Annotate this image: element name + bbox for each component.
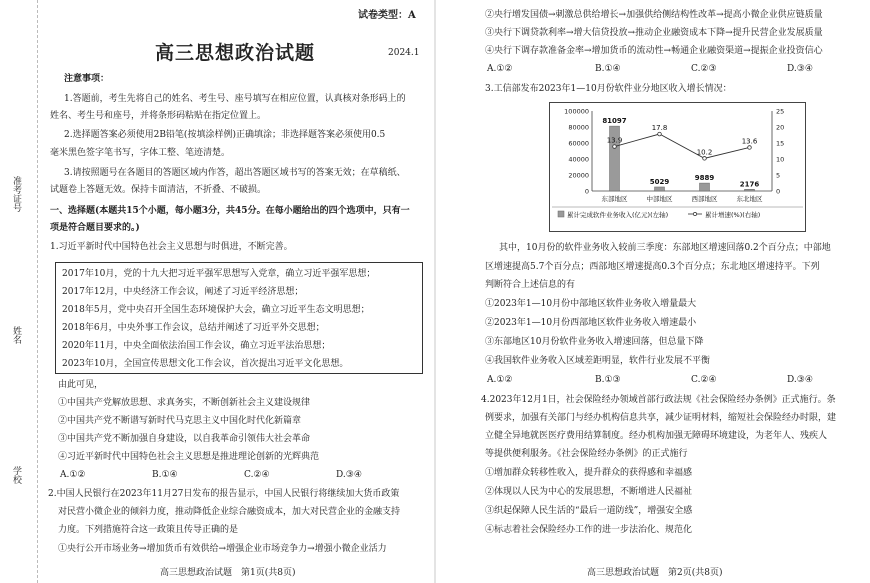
question-2-item: ③央行下调贷款利率→增大信贷投放→推动企业融资成本下降→提升民营企业发展质量 bbox=[485, 28, 823, 38]
material-line: 2020年11月，中央全面依法治国工作会议，确立习近平法治思想； bbox=[62, 341, 331, 351]
question-2-stem-cont: 力度。下列措施符合这一政策且传导正确的是 bbox=[58, 525, 239, 535]
growth-rate-point bbox=[658, 132, 662, 136]
question-1-item: ②中国共产党不断谱写新时代马克思主义中国化时代化新篇章 bbox=[58, 416, 302, 426]
question-4-stem-cont: 立健全异地就医医疗费用结算制度。经办机构加强无障碍环境建设，为老年人、残疾人 bbox=[485, 431, 828, 441]
option-d[interactable]: D.③④ bbox=[787, 375, 813, 385]
paper-type: 试卷类型：A bbox=[358, 10, 416, 21]
exam-date: 2024.1 bbox=[388, 48, 420, 58]
bar-value-label: 5029 bbox=[649, 177, 670, 186]
growth-rate-point bbox=[703, 157, 707, 161]
growth-rate-label: 17.8 bbox=[651, 124, 668, 133]
option-a[interactable]: A.①② bbox=[487, 64, 513, 74]
y-tick-label: 80000 bbox=[568, 123, 589, 132]
legend-line-label: 累计增速(%)(右轴) bbox=[705, 211, 761, 219]
growth-rate-line bbox=[615, 134, 750, 158]
y2-tick-label: 10 bbox=[776, 155, 785, 164]
page-footer: 高三思想政治试题 第2页(共8页) bbox=[587, 568, 723, 578]
bar-value-label: 81097 bbox=[602, 117, 627, 126]
page-title: 高三思想政治试题 bbox=[155, 42, 316, 64]
name-label: 姓名 bbox=[11, 326, 21, 344]
question-3-stem: 3.工信部发布2023年1—10月份软件业分地区收入增长情况： bbox=[485, 84, 732, 94]
question-1-material-box bbox=[55, 262, 423, 374]
question-4-stem-cont: 例要求，加强有关部门与经办机构信息共享，减少证明材料，缩短社会保险经办时限，建 bbox=[485, 413, 837, 423]
question-1-item: ③中国共产党不断加强自身建设，以自我革命引领伟大社会革命 bbox=[58, 434, 311, 444]
question-1-item: ①中国共产党解放思想、求真务实，不断创新社会主义建设规律 bbox=[58, 398, 311, 408]
question-3-item: ④我国软件业务收入区域差距明显，软件行业发展不平衡 bbox=[485, 356, 711, 366]
question-3-item: ②2023年1—10月份西部地区软件业务收入增速最小 bbox=[485, 318, 697, 328]
legend-bar-swatch bbox=[558, 211, 564, 217]
y-tick-label: 60000 bbox=[568, 139, 589, 148]
question-3-text: 其中，10月份的软件业务收入较前三季度：东部地区增速回落0.2个百分点；中部地 bbox=[499, 243, 831, 253]
question-4-stem-cont: 等提供便利服务。《社会保险经办条例》的正式施行 bbox=[485, 449, 688, 459]
bar-value-label: 2176 bbox=[739, 180, 760, 189]
option-d[interactable]: D.③④ bbox=[787, 64, 813, 74]
option-c[interactable]: C.②④ bbox=[691, 375, 717, 385]
growth-rate-label: 13.6 bbox=[741, 137, 758, 146]
y2-tick-label: 5 bbox=[776, 171, 781, 180]
y-tick-label: 0 bbox=[584, 187, 589, 196]
question-2-item: ④央行下调存款准备金率→增加货币的流动性→畅通企业融资渠道→提振企业投资信心 bbox=[485, 46, 823, 56]
page-divider bbox=[434, 0, 436, 583]
note-line: 2.选择题答案必须使用2B铅笔(按填涂样例)正确填涂；非选择题答案必须使用0.5 bbox=[64, 130, 386, 140]
question-4-item: ①增加群众转移性收入，提升群众的获得感和幸福感 bbox=[485, 468, 693, 478]
x-tick-label: 东部地区 bbox=[601, 195, 628, 203]
y-tick-label: 20000 bbox=[568, 171, 589, 180]
software-revenue-chart bbox=[549, 102, 806, 232]
chart-svg bbox=[550, 103, 805, 231]
y2-tick-label: 0 bbox=[776, 187, 781, 196]
option-d[interactable]: D.③④ bbox=[336, 470, 362, 480]
note-line: 姓名、考生号和座号，并将条形码粘贴在指定位置上。 bbox=[50, 111, 267, 121]
option-c[interactable]: C.②④ bbox=[244, 470, 270, 480]
material-line: 2017年12月，中央经济工作会议，阐述了习近平经济思想； bbox=[62, 287, 304, 297]
x-tick-label: 东北地区 bbox=[736, 195, 763, 203]
y2-tick-label: 25 bbox=[776, 107, 785, 116]
question-2-item: ①央行公开市场业务→增加货币有效供给→增强企业市场竞争力→增强小微企业活力 bbox=[58, 544, 387, 554]
notes-heading: 注意事项： bbox=[64, 74, 110, 84]
material-line: 2023年10月，全国宣传思想文化工作会议，首次提出习近平文化思想。 bbox=[62, 359, 349, 369]
option-a[interactable]: A.①② bbox=[60, 470, 86, 480]
question-1-item: ④习近平新时代中国特色社会主义思想是推进理论创新的光辉典范 bbox=[58, 452, 320, 462]
question-4-item: ④标志着社会保险经办工作的进一步法治化、规范化 bbox=[485, 525, 693, 535]
question-1-lead: 由此可见， bbox=[58, 380, 104, 390]
question-4-item: ②体现以人民为中心的发展思想，不断增进人民福祉 bbox=[485, 487, 693, 497]
note-line: 3.请按照题号在各题目的答题区域内作答，超出答题区域书写的答案无效；在草稿纸、 bbox=[64, 168, 406, 178]
material-line: 2018年6月，中央外事工作会议，总结并阐述了习近平外交思想； bbox=[62, 323, 325, 333]
page-1 bbox=[0, 0, 433, 583]
question-2-stem: 2.中国人民银行在2023年11月27日发布的报告显示，中国人民银行将继续加大货币政策 bbox=[48, 489, 400, 499]
section-heading-cont: 项是符合题目要求的。) bbox=[50, 223, 140, 233]
y2-tick-label: 15 bbox=[776, 139, 785, 148]
section-heading: 一、选择题(本题共15个小题，每小题3分，共45分。在每小题给出的四个选项中，只有一 bbox=[50, 206, 410, 216]
note-line: 试题卷上答题无效。保持卡面清洁，不折叠、不破损。 bbox=[50, 185, 267, 195]
growth-rate-label: 13.9 bbox=[606, 136, 623, 145]
question-3-text: 区增速提高5.7个百分点；西部地区增速提高0.3个百分点；东北地区增速持平。下列 bbox=[485, 262, 820, 272]
question-3-item: ①2023年1—10月份中部地区软件业务收入增量最大 bbox=[485, 299, 697, 309]
option-b[interactable]: B.①③ bbox=[595, 375, 621, 385]
x-tick-label: 西部地区 bbox=[691, 195, 718, 203]
question-4-item: ③织起保障人民生活的“最后一道防线”，增强安全感 bbox=[485, 506, 693, 516]
material-line: 2017年10月，党的十九大把习近平强军思想写入党章，确立习近平强军思想； bbox=[62, 269, 376, 279]
bar-3 bbox=[700, 183, 710, 191]
y2-tick-label: 20 bbox=[776, 123, 785, 132]
binding-line bbox=[37, 0, 38, 583]
option-b[interactable]: B.①④ bbox=[152, 470, 178, 480]
x-tick-label: 中部地区 bbox=[646, 195, 673, 203]
growth-rate-point bbox=[613, 145, 617, 149]
option-a[interactable]: A.①② bbox=[487, 375, 513, 385]
question-2-stem-cont: 对民营小微企业的倾斜力度，推动降低企业综合融资成本，加大对民营企业的金融支持 bbox=[58, 507, 401, 517]
question-3-text: 判断符合上述信息的有 bbox=[485, 280, 576, 290]
page-footer: 高三思想政治试题 第1页(共8页) bbox=[160, 568, 296, 578]
legend-line-marker bbox=[693, 212, 696, 215]
y-tick-label: 40000 bbox=[568, 155, 589, 164]
growth-rate-label: 10.2 bbox=[696, 148, 713, 157]
legend-bar-label: 累计完成软件业务收入(亿元)(左轴) bbox=[567, 211, 669, 219]
bar-value-label: 9889 bbox=[694, 174, 715, 183]
school-label: 学校 bbox=[11, 466, 21, 484]
question-1-stem: 1.习近平新时代中国特色社会主义思想与时俱进，不断完善。 bbox=[50, 242, 293, 252]
y-tick-label: 100000 bbox=[564, 107, 589, 116]
bar-2 bbox=[655, 187, 665, 191]
note-line: 1.答题前，考生先将自己的姓名、考生号、座号填写在相应位置，认真核对条形码上的 bbox=[64, 94, 406, 104]
page-2 bbox=[437, 0, 870, 583]
exam-number-label: 准考证号 bbox=[11, 176, 21, 212]
bar-4 bbox=[745, 189, 755, 191]
question-2-item: ②央行增发国债→刺激总供给增长→加强供给侧结构性改革→提高小微企业供应链质量 bbox=[485, 10, 823, 20]
option-b[interactable]: B.①④ bbox=[595, 64, 621, 74]
question-3-item: ③东部地区10月份软件业务收入增速回落，但总量下降 bbox=[485, 337, 704, 347]
growth-rate-point bbox=[748, 146, 752, 150]
note-line: 毫米黑色签字笔书写，字体工整、笔迹清楚。 bbox=[50, 148, 231, 158]
question-4-stem: 4.2023年12月1日，社会保险经办领域首部行政法规《社会保险经办条例》正式施行。条 bbox=[481, 395, 836, 405]
option-c[interactable]: C.②③ bbox=[691, 64, 717, 74]
material-line: 2018年5月，党中央召开全国生态环境保护大会，确立习近平生态文明思想； bbox=[62, 305, 370, 315]
